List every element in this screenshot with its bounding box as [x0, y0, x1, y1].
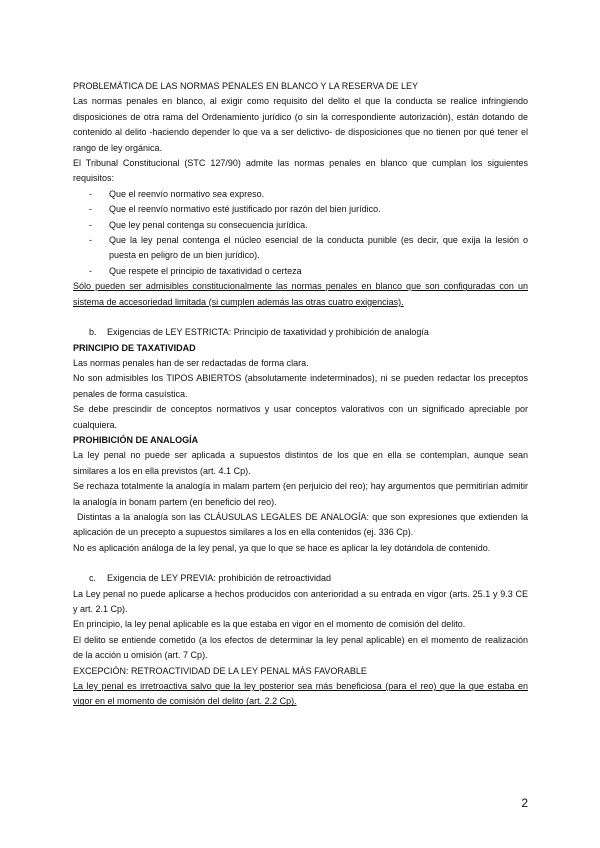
paragraph-tribunal-constitucional: El Tribunal Constitucional (STC 127/90) admite las normas penales en blanco que cumplan los siguientes requisitos:	[73, 158, 528, 184]
list-item: - Que el reenvío normativo sea expreso.	[89, 188, 265, 199]
spacer	[73, 556, 528, 571]
paragraph-irretroactividad: La ley penal es irretroactiva salvo que la ley posterior sea más beneficiosa (para el reo) que la que estaba en vigor en el momento de comisión del delito (art. 2.2 Cp).	[73, 681, 528, 707]
paragraph-analogia-4: No es aplicación análoga de la ley penal, ya que lo que se hace es aplicar la ley dotándola de contenido.	[73, 542, 491, 553]
paragraph-accesoriedad-limitada: Sólo pueden ser admisibles constitucionalmente las normas penales en blanco que son configuradas con un sistema de accesoriedad limitada (si cumplen además las otras cuatro exigencias).	[73, 281, 528, 307]
section-c-title: c. Exigencia de LEY PREVIA: prohibición de retroactividad	[89, 573, 331, 584]
paragraph-analogia-2: Se rechaza totalmente la analogía in malam partem (en perjuicio del reo); hay argumentos que permitirían admitir la analogía in bonam partem (en beneficio del reo).	[73, 481, 528, 507]
section-b-title: b. Exigencias de LEY ESTRICTA: Principio de taxatividad y prohibición de analogía	[89, 327, 429, 338]
heading-taxatividad: PRINCIPIO DE TAXATIVIDAD	[73, 342, 196, 353]
paragraph-taxatividad-1: Las normas penales han de ser redactadas de forma clara.	[73, 357, 309, 368]
heading-excepcion: EXCEPCIÓN: RETROACTIVIDAD DE LA LEY PENAL MÁS FAVORABLE	[73, 665, 367, 676]
heading-analogia: PROHIBICIÓN DE ANALOGÍA	[73, 434, 199, 445]
paragraph-ley-previa-3: El delito se entiende cometido (a los efectos de determinar la ley penal aplicable) en el momento de realización de la acción u omisión (art. 7 Cp).	[73, 634, 528, 661]
paragraph-analogia-3: Distintas a la analogía son las CLÁUSULAS LEGALES DE ANALOGÍA: que son expresiones que extienden la aplicación de un precepto a supuestos similares a los en ella contenidos (ej. 336 Cp).	[73, 511, 528, 538]
heading-normas-en-blanco: PROBLEMÁTICA DE LAS NORMAS PENALES EN BLANCO Y LA RESERVA DE LEY	[73, 81, 418, 91]
paragraph-taxatividad-2: No son admisibles los TIPOS ABIERTOS (absolutamente indeterminados), ni se pueden redactar los preceptos penales de forma casuística.	[73, 373, 528, 399]
paragraph-ley-previa-2: En principio, la ley penal aplicable es la que estaba en vigor en el momento de comisión del delito.	[73, 619, 466, 630]
list-item: - Que respete el principio de taxatividad o certeza	[89, 265, 302, 276]
page-number: 2	[521, 796, 528, 810]
paragraph-normas-en-blanco: Las normas penales en blanco, al exigir como requisito del delito el que la conducta se realice infringiendo disposiciones de otra rama del Ordenamiento jurídico (o sin la correspondiente autorización), están dotando de contenido al delito -haciendo depender lo que va a ser delictivo- de disposiciones que no tienen por qué tener el rango de ley orgánica.	[73, 96, 528, 153]
requirements-list	[73, 187, 528, 279]
list-item: - Que la ley penal contenga el núcleo esencial de la conducta punible (es decir, que exija la lesión o puesta en peligro de un bien jurídico).	[89, 235, 528, 261]
paragraph-ley-previa-1: La Ley penal no puede aplicarse a hechos producidos con anterioridad a su entrada en vigor (arts. 25.1 y 9.3 CE y art. 2.1 Cp).	[73, 588, 528, 614]
paragraph-taxatividad-3: Se debe prescindir de conceptos normativos y usar conceptos valorativos con un significado apreciable por cualquiera.	[73, 404, 528, 430]
page-content	[73, 79, 528, 710]
spacer	[73, 310, 528, 325]
paragraph-analogia-1: La ley penal no puede ser aplicada a supuestos distintos de los que en ella se contemplan, aunque sean similares a los en ella previstos (art. 4.1 Cp).	[73, 450, 528, 476]
list-item: - Que el reenvío normativo esté justificado por razón del bien jurídico.	[89, 204, 381, 215]
list-item: - Que ley penal contenga su consecuencia jurídica.	[89, 219, 308, 230]
